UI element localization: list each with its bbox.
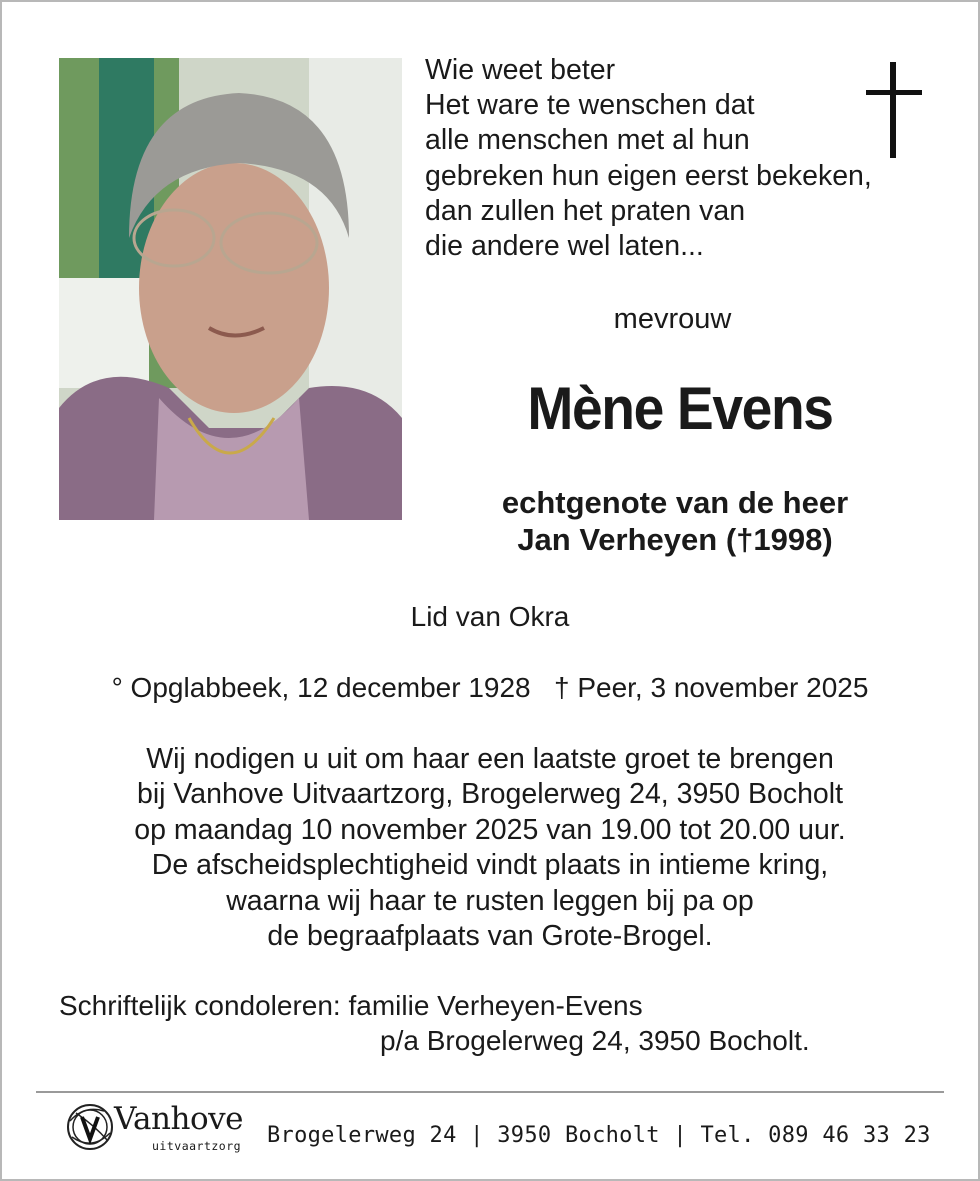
condolence-address: p/a Brogelerweg 24, 3950 Bocholt. xyxy=(380,1025,810,1056)
footer-address: Brogelerweg 24 | 3950 Bocholt | Tel. 089 46 33 23 xyxy=(267,1123,931,1148)
invitation-line: De afscheidsplechtigheid vindt plaats in intieme kring, xyxy=(151,849,829,882)
life-dates xyxy=(40,672,940,704)
spouse-line: Jan Verheyen (†1998) xyxy=(517,522,833,557)
honorific: mevrouw xyxy=(613,303,732,335)
deceased-name: Mène Evens xyxy=(527,375,833,442)
cross-icon xyxy=(866,62,922,158)
death-date: † Peer, 3 november 2025 xyxy=(553,672,869,703)
portrait-photo xyxy=(59,58,402,520)
spouse-info xyxy=(440,484,910,558)
membership: Lid van Okra xyxy=(410,601,570,632)
poem-line: Wie weet beter xyxy=(425,54,616,86)
invitation-line: Wij nodigen u uit om haar een laatste groet te brengen xyxy=(146,743,834,775)
invitation-line: waarna wij haar te rusten leggen bij pa op xyxy=(226,884,754,917)
brand-name: Vanhove xyxy=(114,1101,243,1137)
invitation-line: bij Vanhove Uitvaartzorg, Brogelerweg 24, 3950 Bocholt xyxy=(136,778,844,811)
poem-line: dan zullen het praten van xyxy=(425,194,746,227)
brand-subtitle: uitvaartzorg xyxy=(152,1139,242,1153)
poem xyxy=(425,53,872,264)
poem-line: gebreken hun eigen eerst bekeken, xyxy=(425,159,872,192)
logo-mark-icon xyxy=(64,1101,116,1153)
birth-date: ° Opglabbeek, 12 december 1928 xyxy=(111,672,531,703)
invitation xyxy=(40,742,940,954)
invitation-line: de begraafplaats van Grote-Brogel. xyxy=(267,920,713,953)
invitation-line: op maandag 10 november 2025 van 19.00 tot 20.00 uur. xyxy=(134,813,846,846)
funeral-home-logo xyxy=(64,1101,254,1157)
poem-line: alle menschen met al hun xyxy=(425,124,750,157)
spouse-line: echtgenote van de heer xyxy=(501,485,849,520)
divider xyxy=(36,1091,944,1093)
poem-line: Het ware te wenschen dat xyxy=(425,89,755,122)
condolence-line: Schriftelijk condoleren: familie Verheyen-Evens xyxy=(59,990,643,1021)
poem-line: die andere wel laten... xyxy=(425,230,704,263)
